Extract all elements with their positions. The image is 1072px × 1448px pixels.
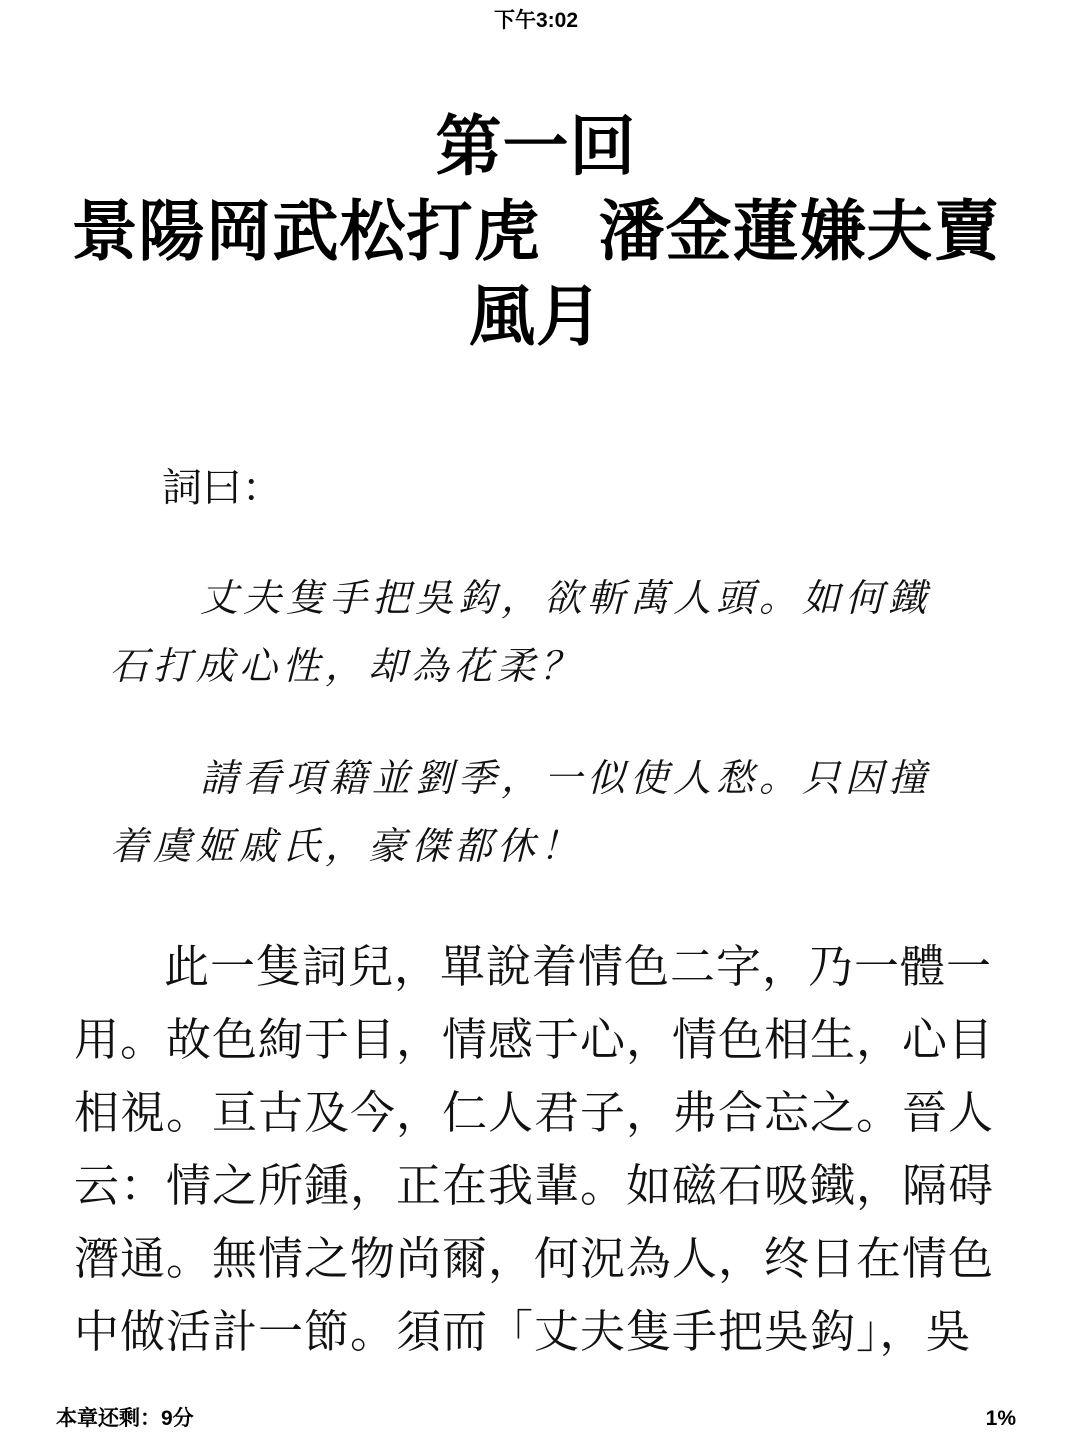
poem-line: 石打成心性，却為花柔？	[110, 644, 584, 688]
chapter-time-remaining	[56, 1404, 194, 1434]
chapter-title-part-2: 潘金蓮嫌夫賣	[598, 192, 1001, 270]
remaining-value: 9分	[161, 1407, 194, 1430]
paragraph-line: 用。故色絢于目，情感于心，情色相生，心目	[74, 1013, 995, 1066]
poem-line: 丈夫隻手把吳鈎，欲斬萬人頭。如何鐵	[200, 576, 932, 620]
paragraph-line: 此一隻詞兒，單說着情色二字，乃一體一	[164, 940, 993, 993]
chapter-title-part-1: 景陽岡武松打虎	[71, 192, 541, 270]
poem-line: 着虞姬戚氏，豪傑都休！	[110, 824, 584, 868]
status-bar-time: 下午3:02	[493, 9, 579, 32]
paragraph-line: 中做活計一節。須而「丈夫隻手把吳鈎」，吳	[74, 1305, 972, 1358]
paragraph-line: 云：情之所鍾，正在我輩。如磁石吸鐵，隔碍	[74, 1159, 995, 1212]
chapter-title	[70, 104, 1002, 359]
poem-stanza	[110, 564, 970, 700]
body-paragraph	[74, 930, 1004, 1368]
poem-line: 請看項籍並劉季，一似使人愁。只因撞	[200, 756, 932, 800]
poem-stanza	[110, 744, 970, 880]
ci-label: 詞曰：	[162, 465, 282, 511]
reading-progress: 1%	[985, 1407, 1016, 1430]
chapter-title-line-3: 風月	[469, 277, 603, 355]
chapter-title-line-2	[70, 189, 1002, 274]
chapter-number: 第一回	[435, 107, 637, 185]
remaining-label: 本章还剩：	[56, 1407, 161, 1430]
paragraph-line: 潛通。無情之物尚爾，何況為人，终日在情色	[74, 1232, 995, 1285]
paragraph-line: 相視。亘古及今，仁人君子，弗合忘之。晉人	[74, 1086, 995, 1139]
